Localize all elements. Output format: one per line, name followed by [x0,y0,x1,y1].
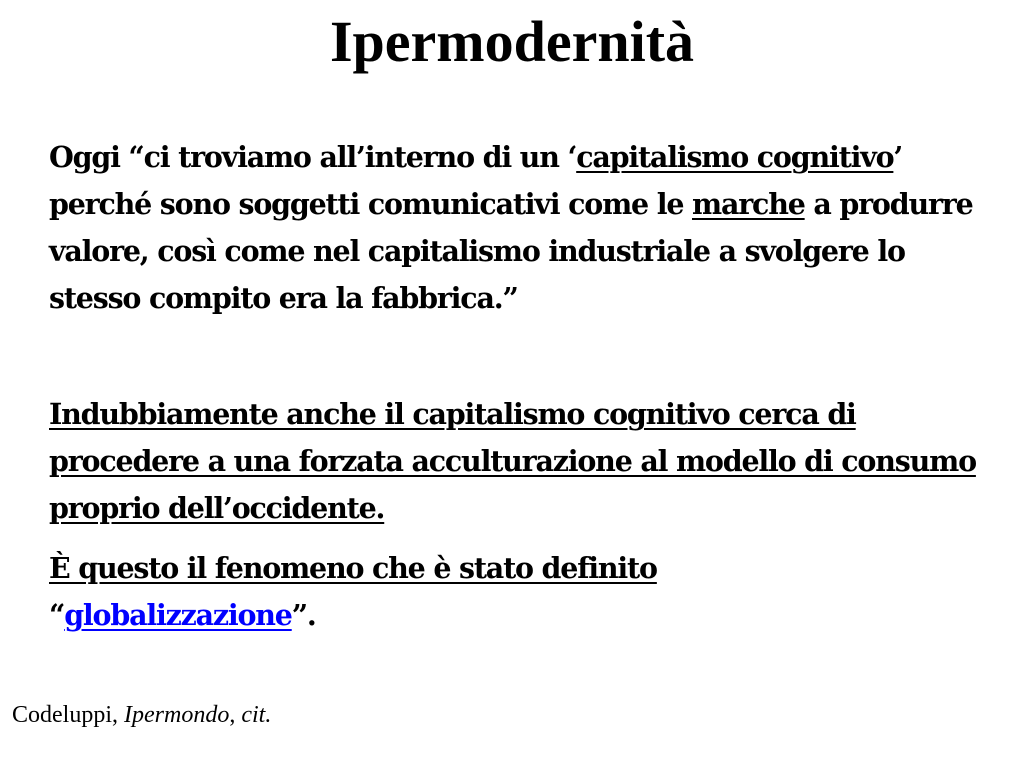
citation-sep: , [229,702,242,728]
citation [12,700,271,730]
paragraph-capitalismo-cognitivo [49,134,999,322]
citation-author: Codeluppi, [12,702,124,728]
paragraph1-text-b: ’ perché sono soggetti comunicativi come le [49,140,903,221]
paragraph-globalizzazione [49,545,999,639]
citation-work: Ipermondo [124,702,230,728]
slide-title: Ipermodernità [329,9,695,74]
open-quote: “ [49,598,65,632]
paragraph-acculturazione: Indubbiamente anche il capitalismo cognitivo cerca di procedere a una forzata acculturazione al modello di consumo proprio dell’occidente. [49,397,976,525]
citation-cit: cit. [241,702,272,728]
globalizzazione-link[interactable]: globalizzazione [64,598,292,632]
capitalismo-cognitivo-link[interactable]: capitalismo cognitivo [576,140,894,174]
marche-link[interactable]: marche [692,187,805,221]
close-quote: ”. [291,598,316,632]
paragraph1-text-c: a produrre valore, così come nel capitalismo industriale a svolgere lo stesso compito era la fabbrica.” [49,187,973,315]
paragraph3-text-a: È questo il fenomeno che è stato definito [49,551,657,585]
paragraph1-text-a: Oggi “ci troviamo all’interno di un ‘ [49,140,577,174]
